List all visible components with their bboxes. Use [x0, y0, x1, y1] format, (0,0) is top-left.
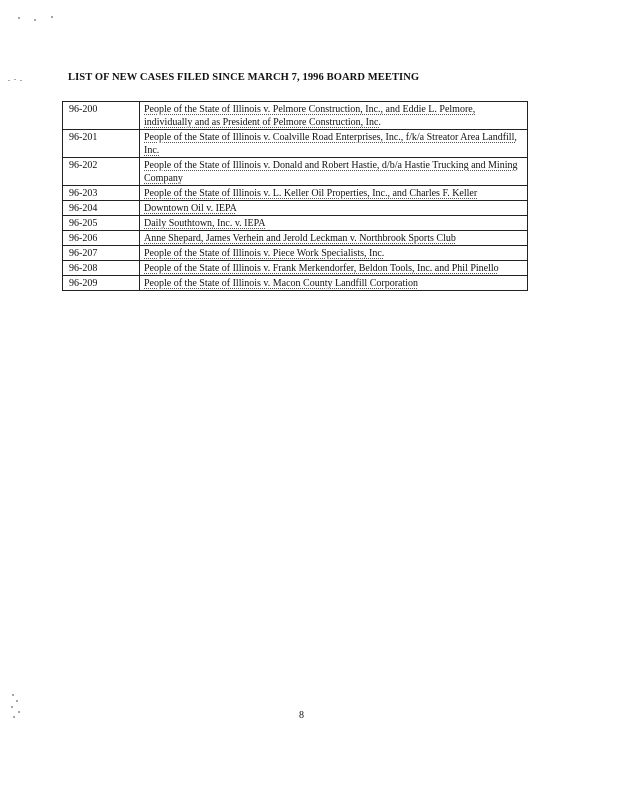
case-title: People of the State of Illinois v. Macon County Landfill Corporation [140, 276, 528, 291]
case-title: People of the State of Illinois v. Piece Work Specialists, Inc. [140, 246, 528, 261]
case-number: 96-209 [63, 276, 140, 291]
case-number: 96-205 [63, 216, 140, 231]
page-number: 8 [299, 710, 304, 721]
case-title: Anne Shepard, James Verhein and Jerold Leckman v. Northbrook Sports Club [140, 231, 528, 246]
scan-speck [18, 17, 20, 19]
table-row [63, 261, 528, 276]
case-number: 96-204 [63, 201, 140, 216]
table-row [63, 130, 528, 158]
scan-speck [11, 706, 13, 708]
scan-speck [13, 716, 15, 718]
case-title: People of the State of Illinois v. Coalville Road Enterprises, Inc., f/k/a Streator Area Landfill, Inc. [140, 130, 528, 158]
scan-speck [51, 16, 53, 18]
cases-table [62, 101, 528, 291]
case-number: 96-201 [63, 130, 140, 158]
case-title: Daily Southtown, Inc. v. IEPA [140, 216, 528, 231]
case-title: People of the State of Illinois v. Frank Merkendorfer, Beldon Tools, Inc. and Phil Pinello [140, 261, 528, 276]
scan-speck [16, 700, 18, 702]
table-row [63, 158, 528, 186]
table-row [63, 216, 528, 231]
page-title: LIST OF NEW CASES FILED SINCE MARCH 7, 1996 BOARD MEETING [68, 72, 420, 83]
case-number: 96-203 [63, 186, 140, 201]
case-title: People of the State of Illinois v. Pelmore Construction, Inc., and Eddie L. Pelmore, individually and as President of Pelmore Construction, Inc. [140, 102, 528, 130]
table-row [63, 276, 528, 291]
scan-speck [34, 19, 36, 21]
case-number: 96-202 [63, 158, 140, 186]
table-row [63, 246, 528, 261]
case-title: Downtown Oil v. IEPA [140, 201, 528, 216]
table-row [63, 102, 528, 130]
scan-speck [20, 80, 22, 81]
table-row [63, 231, 528, 246]
scan-speck [14, 79, 16, 80]
scan-speck [18, 711, 20, 713]
scan-speck [8, 80, 10, 81]
scan-speck [12, 694, 14, 696]
table-row [63, 186, 528, 201]
case-title: People of the State of Illinois v. Donald and Robert Hastie, d/b/a Hastie Trucking and Mining Company [140, 158, 528, 186]
table-row [63, 201, 528, 216]
case-number: 96-206 [63, 231, 140, 246]
case-number: 96-200 [63, 102, 140, 130]
case-number: 96-207 [63, 246, 140, 261]
case-number: 96-208 [63, 261, 140, 276]
case-title: People of the State of Illinois v. L. Keller Oil Properties, Inc., and Charles F. Keller [140, 186, 528, 201]
